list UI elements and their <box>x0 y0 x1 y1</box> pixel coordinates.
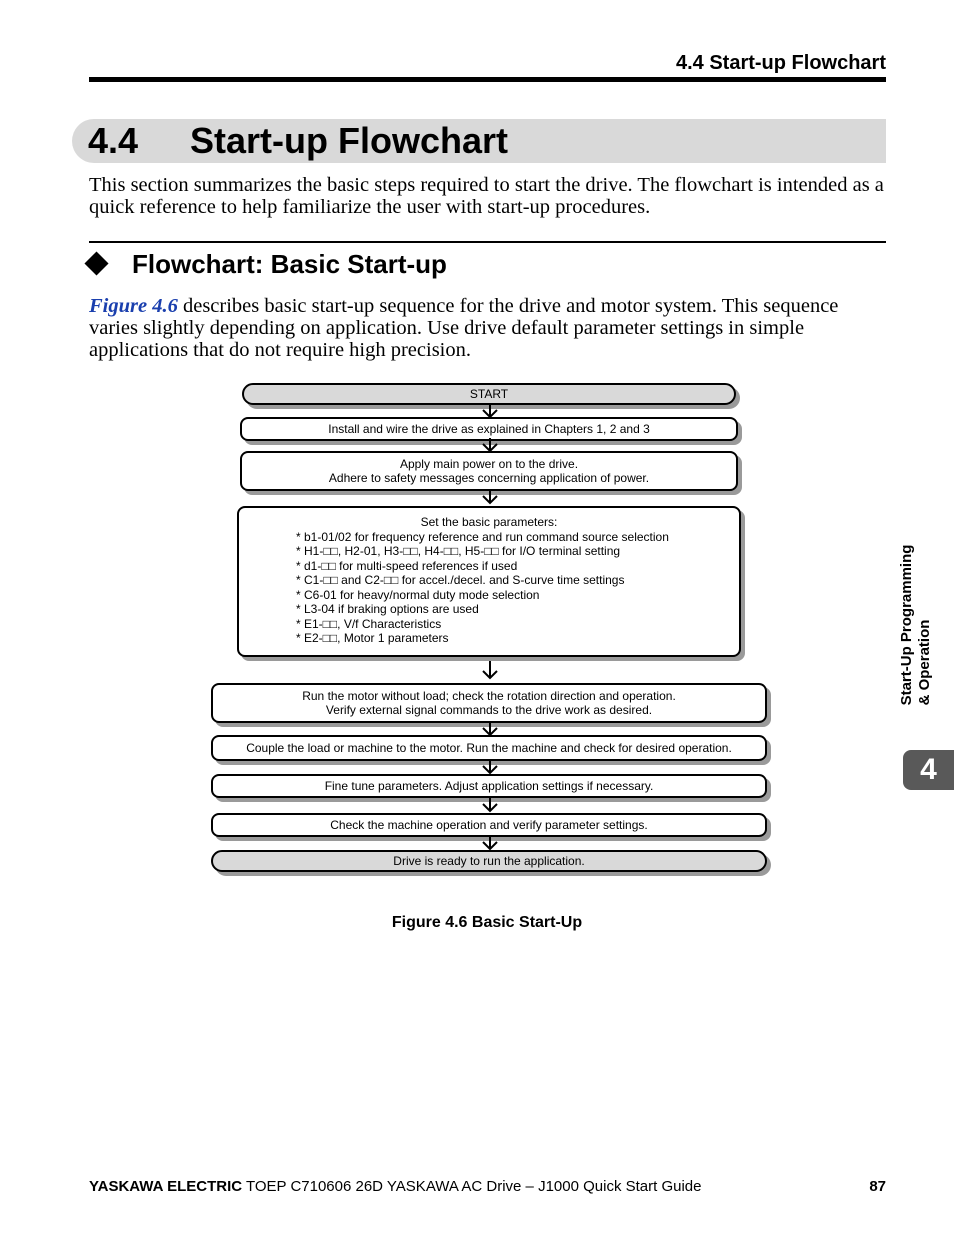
parameter-item: * d1-□□ for multi-speed references if used <box>296 558 518 573</box>
down-arrow-icon <box>481 404 499 420</box>
flow-fine-tune-label: Fine tune parameters. Adjust application settings if necessary. <box>324 778 654 793</box>
header-rule <box>89 77 886 82</box>
parameter-item: * b1-01/02 for frequency reference and run command source selection <box>296 529 669 544</box>
parameter-item: * C1-□□ and C2-□□ for accel./decel. and S-curve time settings <box>296 573 625 587</box>
parameter-item: * H1-□□, H2-01, H3-□□, H4-□□, H5-□□ for I/O terminal setting <box>296 544 621 558</box>
flow-check <box>211 813 767 837</box>
flow-parameters-title: Set the basic parameters: <box>420 515 558 529</box>
parameter-item: * E2-□□, Motor 1 parameters <box>296 631 449 645</box>
flow-power <box>240 451 738 491</box>
flow-couple-label: Couple the load or machine to the motor. Run the machine and check for desired operation. <box>246 740 732 755</box>
flow-start-label: START <box>469 386 509 401</box>
parameter-item: * C6-01 for heavy/normal duty mode selection <box>296 587 540 602</box>
flow-ready-label: Drive is ready to run the application. <box>393 853 585 868</box>
side-tab-line1: Start-Up Programming <box>898 544 915 706</box>
intro-paragraph: This section summarizes the basic steps required to start the drive. The flowchart is intended as a quick reference to help familiarize the user with start-up procedures. <box>89 174 884 218</box>
figure-caption: Figure 4.6 Basic Start-Up <box>391 914 583 931</box>
page-number: 87 <box>869 1178 886 1195</box>
flow-check-label: Check the machine operation and verify parameter settings. <box>330 817 648 832</box>
flow-start <box>242 383 736 405</box>
running-header: 4.4 Start-up Flowchart <box>675 52 886 74</box>
down-arrow-icon <box>481 798 499 814</box>
flow-install-label: Install and wire the drive as explained in Chapters 1, 2 and 3 <box>328 421 650 436</box>
flow-ready <box>211 850 767 872</box>
chapter-tab[interactable]: 4 <box>903 750 954 790</box>
down-arrow-icon <box>481 490 499 506</box>
diamond-bullet-icon <box>84 251 108 275</box>
section-title-text: Start-up Flowchart <box>190 120 509 161</box>
flow-couple <box>211 735 767 761</box>
flow-power-line2: Adhere to safety messages concerning application of power. <box>328 471 650 485</box>
figure-link[interactable]: Figure 4.6 <box>89 295 178 317</box>
side-tab-line2: & Operation <box>916 619 933 706</box>
section-number: 4.4 <box>88 120 139 161</box>
flow-power-line1: Apply main power on to the drive. <box>399 456 579 471</box>
parameter-item: * L3-04 if braking options are used <box>296 602 479 616</box>
subsection-rule <box>89 241 886 243</box>
down-arrow-icon <box>481 722 499 738</box>
flow-run-line2: Verify external signal commands to the drive work as desired. <box>325 703 653 717</box>
subsection-title: Flowchart: Basic Start-up <box>132 249 447 279</box>
down-arrow-icon <box>481 760 499 776</box>
footer-brand: YASKAWA ELECTRIC <box>89 1178 243 1195</box>
footer-text <box>89 1178 701 1195</box>
flow-run-line1: Run the motor without load; check the rotation direction and operation. <box>302 688 676 703</box>
parameter-list <box>296 530 669 646</box>
flow-fine-tune <box>211 774 767 798</box>
down-arrow-icon <box>481 836 499 852</box>
flow-run-no-load <box>211 683 767 723</box>
section-title <box>88 119 508 163</box>
parameter-item: * E1-□□, V/f Characteristics <box>296 616 442 631</box>
description-text: describes basic start-up sequence for the drive and motor system. This sequence varies slightly depending on application. Use drive default parameter settings in simple applications that do not require high precision. <box>89 295 839 361</box>
down-arrow-icon <box>481 438 499 454</box>
description-paragraph <box>89 295 889 361</box>
flow-parameters <box>237 506 741 657</box>
down-arrow-icon <box>481 661 499 681</box>
side-tab-label <box>888 520 944 730</box>
footer-doc: TOEP C710606 26D YASKAWA AC Drive – J1000 Quick Start Guide <box>242 1178 702 1195</box>
